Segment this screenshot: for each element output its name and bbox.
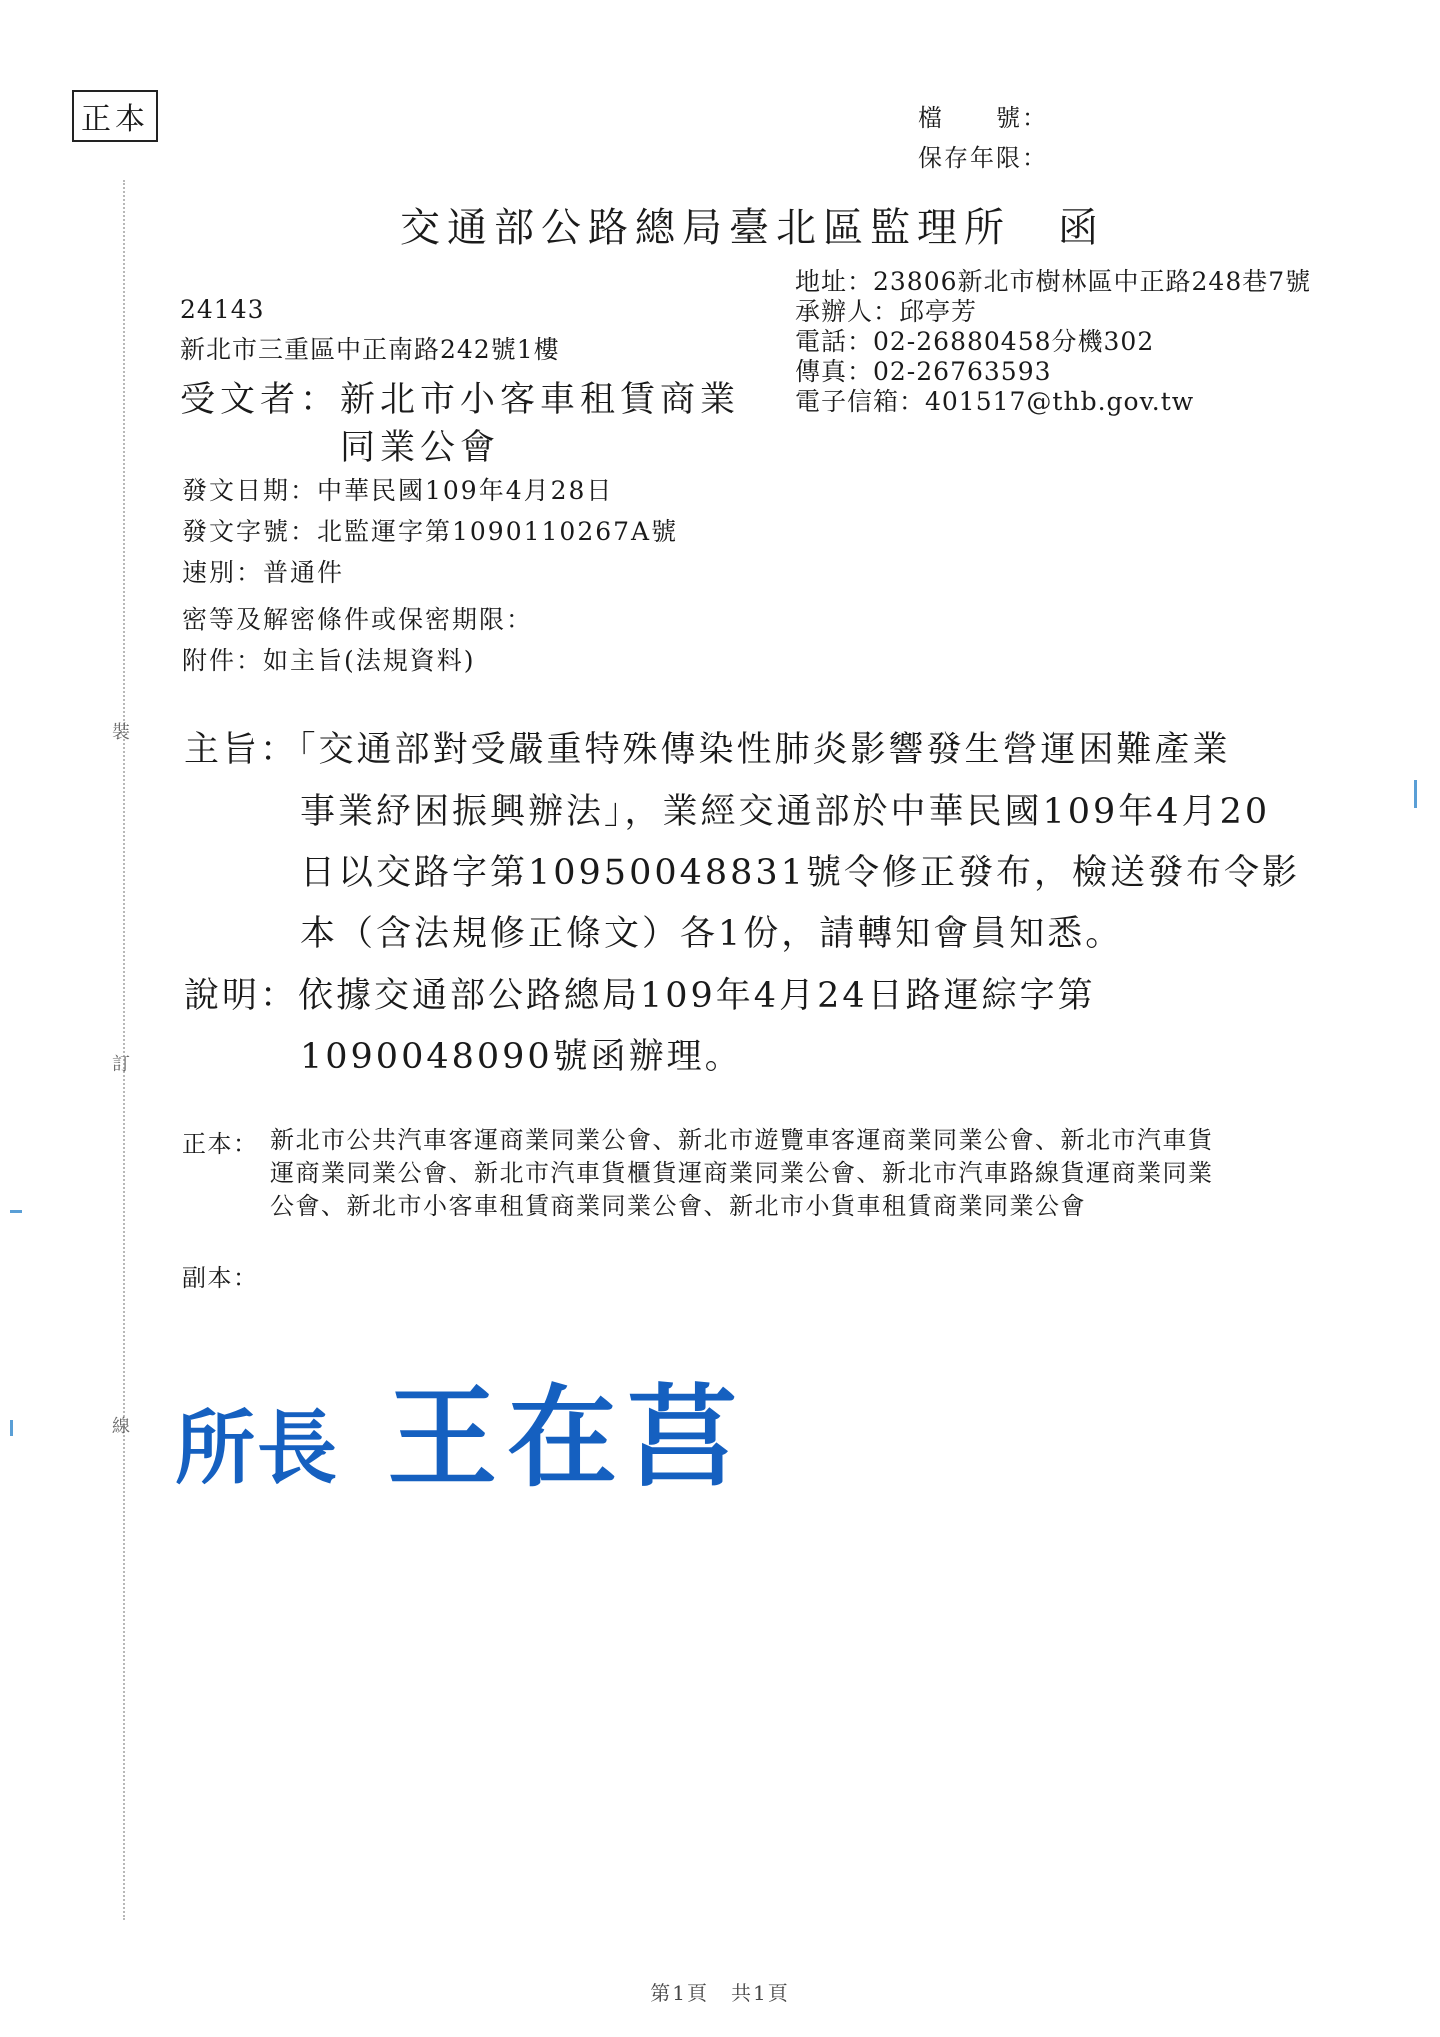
explanation-line-1: 說明：依據交通部公路總局109年4月24日路運綜字第 <box>184 976 1096 1016</box>
director-signature-stamp <box>175 1350 747 1508</box>
handler: 承辦人：邱亭芳 <box>795 297 978 326</box>
original-copy-stamp: 正本 <box>72 90 158 142</box>
explanation-line-2: 1090048090號函辦理。 <box>300 1037 743 1077</box>
attachment: 附件：如主旨(法規資料) <box>182 646 476 675</box>
email: 電子信箱：401517@thb.gov.tw <box>795 387 1195 416</box>
binding-mark-ding: 訂 <box>112 1054 130 1075</box>
original-recipients-list: 新北市公共汽車客運商業同業公會、新北市遊覽車客運商業同業公會、新北市汽車貨運商業同業公會、新北市汽車貨櫃貨運商業同業公會、新北市汽車路線貨運商業同業公會、新北市小客車租賃商業同業公會、新北市小貨車租賃商業同業公會 <box>270 1126 1214 1220</box>
subject-line-2: 事業紓困振興辦法」，業經交通部於中華民國109年4月20 <box>300 792 1271 832</box>
file-number-label: 檔 號： <box>918 104 1048 132</box>
original-recipients-label: 正本： <box>182 1130 259 1158</box>
sender-address: 地址：23806新北市樹林區中正路248巷7號 <box>795 267 1312 296</box>
retention-period-label: 保存年限： <box>918 144 1048 172</box>
recipient-address: 新北市三重區中正南路242號1樓 <box>180 335 560 364</box>
phone: 電話：02-26880458分機302 <box>795 327 1155 356</box>
secrecy-level: 密等及解密條件或保密期限： <box>182 605 534 634</box>
subject-line-3: 日以交路字第10950048831號令修正發布，檢送發布令影 <box>300 853 1300 893</box>
recipient-line-1: 受文者：新北市小客車租賃商業 <box>180 380 741 420</box>
subject-line-1: 主旨：「交通部對受嚴重特殊傳染性肺炎影響發生營運困難產業 <box>184 730 1231 770</box>
signature-name: 王在莒 <box>387 1373 748 1502</box>
signature-title: 所長 <box>175 1401 339 1495</box>
scan-artifact-mark <box>10 1420 13 1436</box>
document-number: 發文字號：北監運字第1090110267A號 <box>182 517 679 546</box>
carbon-copy-label: 副本： <box>182 1264 259 1292</box>
binding-mark-xian: 線 <box>112 1416 130 1437</box>
binding-mark-zhuang: 裝 <box>112 722 130 743</box>
document-title: 交通部公路總局臺北區監理所 函 <box>400 205 1105 251</box>
recipient-line-2: 同業公會 <box>340 428 501 468</box>
delivery-speed: 速別：普通件 <box>182 558 345 587</box>
fax: 傳真：02-26763593 <box>795 357 1052 386</box>
subject-line-4: 本（含法規修正條文）各1份，請轉知會員知悉。 <box>300 914 1124 954</box>
recipient-postcode: 24143 <box>180 295 265 324</box>
issue-date: 發文日期：中華民國109年4月28日 <box>182 476 614 505</box>
page-footer: 第1頁 共1頁 <box>650 1981 790 2005</box>
scan-artifact-mark <box>1414 780 1417 808</box>
scan-artifact-mark <box>10 1210 22 1213</box>
